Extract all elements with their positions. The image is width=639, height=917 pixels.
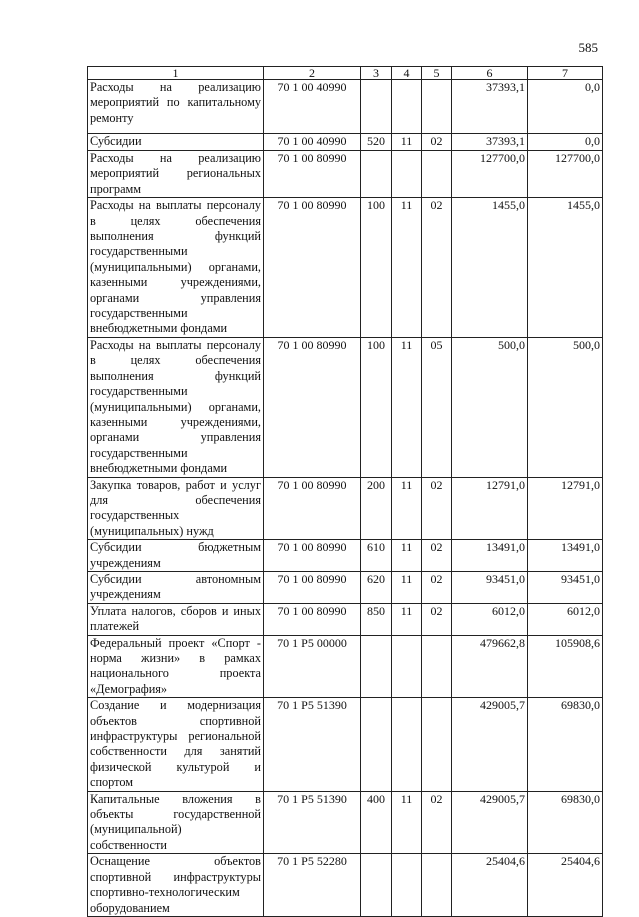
row-name: Расходы на выплаты персоналу в целях обеспечения выполнения функций государственными (муниципальными) органами, казенными учреждениями, органами управления государственными внебюджетными фондами bbox=[88, 198, 264, 338]
table-row bbox=[88, 854, 603, 917]
row-section bbox=[392, 151, 422, 198]
row-amount-6: 500,0 bbox=[452, 337, 528, 477]
row-subsection: 02 bbox=[422, 540, 452, 572]
row-amount-6: 429005,7 bbox=[452, 698, 528, 791]
row-name: Субсидии бюджетным учреждениям bbox=[88, 540, 264, 572]
row-section bbox=[392, 635, 422, 698]
table-header-row bbox=[88, 67, 603, 80]
row-name: Федеральный проект «Спорт - норма жизни» в рамках национального проекта «Демография» bbox=[88, 635, 264, 698]
row-amount-7: 127700,0 bbox=[528, 151, 603, 198]
row-code: 70 1 P5 52280 bbox=[264, 854, 361, 917]
row-expense-type bbox=[361, 635, 392, 698]
row-name: Расходы на реализацию мероприятий по капитальному ремонту bbox=[88, 80, 264, 134]
row-section: 11 bbox=[392, 540, 422, 572]
header-col-7: 7 bbox=[528, 67, 603, 80]
row-amount-7: 13491,0 bbox=[528, 540, 603, 572]
row-code: 70 1 00 40990 bbox=[264, 134, 361, 151]
row-expense-type: 610 bbox=[361, 540, 392, 572]
row-amount-7: 0,0 bbox=[528, 80, 603, 134]
row-subsection bbox=[422, 635, 452, 698]
table-row bbox=[88, 134, 603, 151]
row-name: Расходы на реализацию мероприятий региональных программ bbox=[88, 151, 264, 198]
table-row bbox=[88, 337, 603, 477]
row-code: 70 1 00 40990 bbox=[264, 80, 361, 134]
row-amount-7: 69830,0 bbox=[528, 698, 603, 791]
header-col-4: 4 bbox=[392, 67, 422, 80]
row-expense-type: 850 bbox=[361, 603, 392, 635]
row-expense-type: 520 bbox=[361, 134, 392, 151]
table-row bbox=[88, 151, 603, 198]
row-name: Уплата налогов, сборов и иных платежей bbox=[88, 603, 264, 635]
row-subsection: 05 bbox=[422, 337, 452, 477]
row-subsection: 02 bbox=[422, 134, 452, 151]
row-subsection: 02 bbox=[422, 571, 452, 603]
budget-table bbox=[87, 66, 603, 917]
header-col-6: 6 bbox=[452, 67, 528, 80]
row-amount-7: 500,0 bbox=[528, 337, 603, 477]
row-amount-6: 12791,0 bbox=[452, 477, 528, 540]
row-expense-type: 620 bbox=[361, 571, 392, 603]
row-code: 70 1 00 80990 bbox=[264, 151, 361, 198]
row-code: 70 1 00 80990 bbox=[264, 477, 361, 540]
row-expense-type bbox=[361, 698, 392, 791]
row-subsection bbox=[422, 698, 452, 791]
row-name: Субсидии bbox=[88, 134, 264, 151]
row-amount-7: 0,0 bbox=[528, 134, 603, 151]
row-section: 11 bbox=[392, 198, 422, 338]
row-name: Расходы на выплаты персоналу в целях обеспечения выполнения функций государственными (муниципальными) органами, казенными учреждениями, органами управления государственными внебюджетными фондами bbox=[88, 337, 264, 477]
row-subsection: 02 bbox=[422, 791, 452, 854]
table-row bbox=[88, 571, 603, 603]
row-amount-7: 105908,6 bbox=[528, 635, 603, 698]
table-row bbox=[88, 80, 603, 134]
row-subsection: 02 bbox=[422, 198, 452, 338]
row-amount-6: 1455,0 bbox=[452, 198, 528, 338]
row-amount-6: 93451,0 bbox=[452, 571, 528, 603]
header-col-2: 2 bbox=[264, 67, 361, 80]
row-amount-6: 37393,1 bbox=[452, 80, 528, 134]
row-section bbox=[392, 698, 422, 791]
row-subsection bbox=[422, 151, 452, 198]
row-section: 11 bbox=[392, 791, 422, 854]
row-subsection bbox=[422, 854, 452, 917]
row-expense-type: 400 bbox=[361, 791, 392, 854]
row-section: 11 bbox=[392, 134, 422, 151]
row-section: 11 bbox=[392, 337, 422, 477]
row-subsection: 02 bbox=[422, 603, 452, 635]
row-amount-6: 429005,7 bbox=[452, 791, 528, 854]
row-section: 11 bbox=[392, 477, 422, 540]
row-section bbox=[392, 80, 422, 134]
table-row bbox=[88, 635, 603, 698]
row-name: Создание и модернизация объектов спортивной инфраструктуры региональной собственности для занятий физической культурой и спортом bbox=[88, 698, 264, 791]
page-number: 585 bbox=[578, 40, 598, 55]
row-code: 70 1 P5 51390 bbox=[264, 791, 361, 854]
row-subsection: 02 bbox=[422, 477, 452, 540]
row-expense-type bbox=[361, 80, 392, 134]
row-code: 70 1 00 80990 bbox=[264, 337, 361, 477]
table-row bbox=[88, 698, 603, 791]
row-code: 70 1 P5 51390 bbox=[264, 698, 361, 791]
row-amount-7: 69830,0 bbox=[528, 791, 603, 854]
row-amount-6: 25404,6 bbox=[452, 854, 528, 917]
row-expense-type bbox=[361, 854, 392, 917]
table-row bbox=[88, 603, 603, 635]
row-amount-7: 6012,0 bbox=[528, 603, 603, 635]
table-row bbox=[88, 791, 603, 854]
table-row bbox=[88, 540, 603, 572]
row-code: 70 1 00 80990 bbox=[264, 540, 361, 572]
row-subsection bbox=[422, 80, 452, 134]
row-name: Субсидии автономным учреждениям bbox=[88, 571, 264, 603]
header-col-3: 3 bbox=[361, 67, 392, 80]
row-amount-6: 479662,8 bbox=[452, 635, 528, 698]
row-code: 70 1 00 80990 bbox=[264, 603, 361, 635]
row-name: Закупка товаров, работ и услуг для обеспечения государственных (муниципальных) нужд bbox=[88, 477, 264, 540]
row-amount-7: 1455,0 bbox=[528, 198, 603, 338]
row-expense-type: 200 bbox=[361, 477, 392, 540]
row-amount-7: 93451,0 bbox=[528, 571, 603, 603]
row-section bbox=[392, 854, 422, 917]
row-amount-7: 25404,6 bbox=[528, 854, 603, 917]
table-row bbox=[88, 198, 603, 338]
row-expense-type bbox=[361, 151, 392, 198]
header-col-1: 1 bbox=[88, 67, 264, 80]
row-amount-6: 127700,0 bbox=[452, 151, 528, 198]
row-amount-6: 37393,1 bbox=[452, 134, 528, 151]
row-amount-6: 6012,0 bbox=[452, 603, 528, 635]
row-name: Капитальные вложения в объекты государственной (муниципальной) собственности bbox=[88, 791, 264, 854]
row-amount-6: 13491,0 bbox=[452, 540, 528, 572]
row-section: 11 bbox=[392, 603, 422, 635]
row-section: 11 bbox=[392, 571, 422, 603]
row-code: 70 1 00 80990 bbox=[264, 198, 361, 338]
row-name: Оснащение объектов спортивной инфраструктуры спортивно-технологическим оборудованием bbox=[88, 854, 264, 917]
row-expense-type: 100 bbox=[361, 337, 392, 477]
row-code: 70 1 P5 00000 bbox=[264, 635, 361, 698]
row-expense-type: 100 bbox=[361, 198, 392, 338]
header-col-5: 5 bbox=[422, 67, 452, 80]
row-amount-7: 12791,0 bbox=[528, 477, 603, 540]
row-code: 70 1 00 80990 bbox=[264, 571, 361, 603]
table-row bbox=[88, 477, 603, 540]
